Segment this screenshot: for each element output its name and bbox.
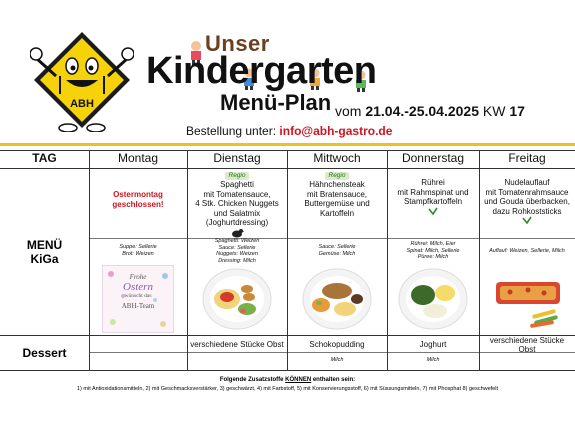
chicken-icon xyxy=(230,228,244,238)
dessert-freitag xyxy=(479,336,575,354)
closed-notice: geschlossen! xyxy=(112,200,164,209)
allergen-line: Brot: Weizen xyxy=(122,250,154,257)
meal-line: Stampfkartoffeln xyxy=(403,197,463,206)
title-kindergarten: Kindergarten xyxy=(146,50,377,92)
order-email-link[interactable]: info@abh-gastro.de xyxy=(279,124,393,138)
footer-heading xyxy=(0,377,575,383)
allergen-montag xyxy=(89,244,187,257)
dessert-row-label: Dessert xyxy=(22,346,67,360)
casserole-image xyxy=(492,278,564,328)
plate-image xyxy=(393,265,473,333)
allergen-dienstag xyxy=(187,238,287,264)
meal-line: Kartoffeln xyxy=(319,208,355,218)
order-line xyxy=(186,124,392,138)
meal-line: mit Bratensauce, xyxy=(306,189,368,199)
dessert-mittwoch: Schokopudding xyxy=(309,340,365,349)
footer-additives-list: 1) mit Antioxidationsmitteln, 2) mit Geschmacksverstärker, 3) geschwärzt, 4) mit Farbstoff, 5) mit Konservierungsstoff, 6) mit Süssungsmitteln, 7) mit Phosphat 8) geschwefelt xyxy=(76,386,498,392)
plate-image xyxy=(297,265,377,333)
order-label: Bestellung unter: xyxy=(186,124,277,138)
allergen-freitag xyxy=(479,248,575,255)
footer-text: Folgende Zusatzstoffe xyxy=(219,377,286,383)
footer-emphasis: KÖNNEN xyxy=(285,377,312,383)
header-divider xyxy=(0,143,575,146)
allergen-line: Rührei: Milch, Eier xyxy=(410,241,456,247)
allergen-line: Nuggets: Weizen xyxy=(216,251,258,257)
date-range xyxy=(335,103,525,119)
meal-line: (Joghurtdressing) xyxy=(205,218,269,227)
allergen-line: Dressing: Milch xyxy=(218,257,256,264)
kw-number: 17 xyxy=(509,103,525,119)
dessert-line: verschiedene Stücke xyxy=(489,336,565,345)
meal-line: Spaghetti xyxy=(220,180,254,189)
allergen-line: Sauce: Sellerie xyxy=(318,244,356,250)
title-menu-plan: Menü-Plan xyxy=(220,90,332,115)
allergen-line: Spaghetti: Weizen xyxy=(214,238,260,244)
meal-line: Buttergemüse und xyxy=(304,199,370,208)
menu-table xyxy=(0,150,575,375)
kw-label: KW xyxy=(482,103,506,119)
allergen-line: Sauce: Sellerie xyxy=(218,244,256,251)
kiga-label: KiGa xyxy=(30,252,59,266)
regio-badge: Regio xyxy=(325,172,350,180)
dessert-dienstag: verschiedene Stücke Obst xyxy=(190,340,284,349)
meal-dienstag xyxy=(187,170,287,240)
svg-text:ABH: ABH xyxy=(70,98,94,110)
day-header-donnerstag: Donnerstag xyxy=(401,151,465,165)
meal-line: Nudelauflauf xyxy=(504,178,550,187)
menu-row-label xyxy=(0,238,89,266)
footer-text: enthalten sein: xyxy=(311,377,356,383)
allergen-mittwoch xyxy=(287,244,387,257)
date-prefix: vom xyxy=(335,103,362,119)
vegetarian-icon xyxy=(522,216,532,224)
additives-footer xyxy=(0,377,575,392)
dessert-donnerstag: Joghurt xyxy=(419,340,447,349)
dessert-line: Obst xyxy=(518,345,536,354)
allergen-donnerstag xyxy=(387,241,479,261)
regio-badge: Regio xyxy=(225,172,250,180)
meal-line: Hähnchensteak xyxy=(309,180,365,189)
meal-freitag xyxy=(479,178,575,227)
meal-montag xyxy=(89,190,187,210)
vegetarian-icon xyxy=(428,207,438,215)
day-header-dienstag: Dienstag xyxy=(213,151,261,165)
closed-notice: Ostermontag xyxy=(113,190,163,199)
allergen-line: Gemüse: Milch xyxy=(318,250,356,257)
plate-image xyxy=(197,265,277,333)
allergen-line: Suppe: Sellerie xyxy=(119,244,157,250)
tag-header: TAG xyxy=(32,151,57,165)
meal-mittwoch xyxy=(287,170,387,218)
dessert-allergen-donnerstag: Milch xyxy=(426,357,440,363)
card-text: ABH-Team xyxy=(121,302,155,310)
allergen-line: Püree: Milch xyxy=(417,254,449,260)
day-header-mittwoch: Mittwoch xyxy=(313,151,361,165)
allergen-line: Auflauf: Weizen, Sellerie, Milch xyxy=(489,248,565,254)
card-text: Ostern xyxy=(123,281,153,293)
meal-line: dazu Rohkoststicks xyxy=(492,206,562,216)
meal-line: mit Rahmspinat und xyxy=(397,187,469,197)
card-text: Frohe xyxy=(129,273,147,281)
day-header-freitag: Freitag xyxy=(508,151,546,165)
dessert-allergen-mittwoch: Milch xyxy=(330,357,344,363)
meal-line: mit Tomatenrahmsauce xyxy=(485,187,569,197)
meal-line: und Gouda überbacken, xyxy=(484,197,570,206)
meal-line: 4 Stk. Chicken Nuggets xyxy=(195,199,279,208)
menu-label: MENÜ xyxy=(26,238,63,252)
meal-line: mit Tomatensauce, xyxy=(203,189,271,199)
meal-line: und Salatmix xyxy=(213,208,261,218)
easter-card-image xyxy=(102,265,174,333)
abh-logo-icon xyxy=(30,28,134,132)
title-unser: Unser xyxy=(205,31,270,56)
date-value: 21.04.-25.04.2025 xyxy=(365,103,479,119)
card-text: wünscht das xyxy=(124,293,152,299)
day-header-montag: Montag xyxy=(117,151,159,165)
meal-donnerstag xyxy=(387,178,479,217)
allergen-line: Spinat: Milch, Sellerie xyxy=(406,247,460,254)
meal-line: Rührei xyxy=(421,178,445,187)
